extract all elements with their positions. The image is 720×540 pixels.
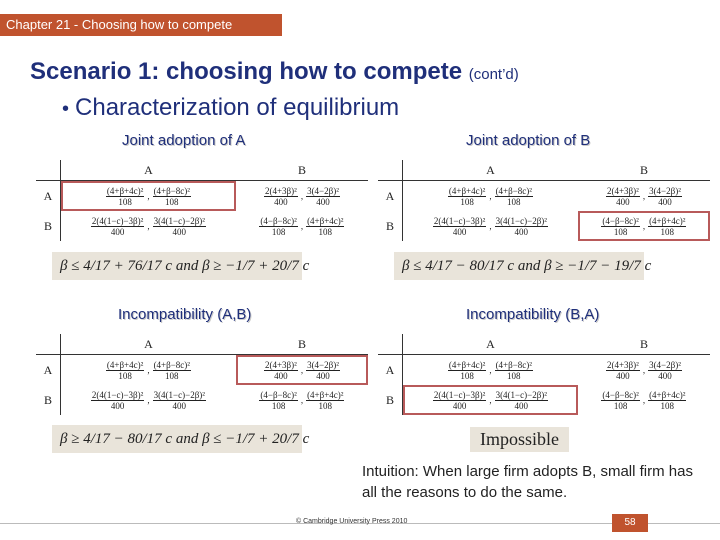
col-header: B: [578, 160, 710, 181]
payoff-cell-bb: $\frac{\text{(4−β−8c)²}}{108}$ , $\frac{\text{(4+β+4c)²}}{108}$: [580, 213, 708, 239]
row-header: A: [378, 181, 403, 212]
row-header: A: [36, 181, 61, 212]
intuition-text: [362, 461, 702, 503]
col-header: A: [61, 160, 236, 181]
payoff-cell-ab: $\frac{\text{2(4+3β)²}}{400}$ , $\frac{\text{3(4−2β)²}}{400}$: [264, 185, 339, 207]
row-header: A: [36, 355, 61, 386]
subtitle-text: Characterization of equilibrium: [75, 94, 400, 121]
payoff-cell-ab: $\frac{\text{2(4+3β)²}}{400}$ , $\frac{\text{3(4−2β)²}}{400}$: [606, 359, 681, 381]
panel-label-joint-b: Joint adoption of B: [466, 132, 591, 149]
payoff-cell-ab: $\frac{\text{2(4+3β)²}}{400}$ , $\frac{\text{3(4−2β)²}}{400}$: [238, 357, 366, 383]
payoff-cell-aa: $\frac{\text{(4+β+4c)²}}{108}$ , $\frac{\text{(4+β−8c)²}}{108}$: [448, 185, 532, 207]
slide-title-main: Scenario 1: choosing how to compete: [30, 58, 463, 85]
payoff-matrix-incompat-ab: [36, 334, 368, 415]
row-header: B: [378, 211, 403, 241]
copyright: © Cambridge University Press 2010: [296, 518, 408, 525]
payoff-cell-ba: $\frac{\text{2(4(1−c)−3β)²}}{400}$ , $\frac{\text{3(4(1−c)−2β)²}}{400}$: [91, 389, 205, 411]
payoff-cell-ba: $\frac{\text{2(4(1−c)−3β)²}}{400}$ , $\frac{\text{3(4(1−c)−2β)²}}{400}$: [91, 215, 205, 237]
payoff-matrix-incompat-ba: [378, 334, 710, 415]
condition-joint-a: β ≤ 4/17 + 76/17 c and β ≥ −1/7 + 20/7 c: [52, 252, 302, 280]
row-header: A: [378, 355, 403, 386]
panel-label-incompat-ab: Incompatibility (A,B): [118, 306, 252, 323]
payoff-cell-ba: $\frac{\text{2(4(1−c)−3β)²}}{400}$ , $\frac{\text{3(4(1−c)−2β)²}}{400}$: [405, 387, 576, 413]
col-header: B: [236, 334, 368, 355]
payoff-cell-bb: $\frac{\text{(4−β−8c)²}}{108}$ , $\frac{\text{(4+β+4c)²}}{108}$: [260, 215, 344, 237]
panel-label-incompat-ba: Incompatibility (B,A): [466, 306, 600, 323]
slide-title-suffix: (cont’d): [468, 66, 519, 83]
row-header: B: [36, 385, 61, 415]
row-header: B: [36, 211, 61, 241]
page-number: 58: [612, 514, 648, 532]
payoff-cell-aa: $\frac{\text{(4+β+4c)²}}{108}$ , $\frac{\text{(4+β−8c)²}}{108}$: [63, 183, 234, 209]
slide-subtitle: [62, 94, 399, 122]
col-header: B: [236, 160, 368, 181]
payoff-cell-bb: $\frac{\text{(4−β−8c)²}}{108}$ , $\frac{\text{(4+β+4c)²}}{108}$: [260, 389, 344, 411]
bullet-icon: •: [62, 98, 70, 120]
condition-joint-b: β ≤ 4/17 − 80/17 c and β ≥ −1/7 − 19/7 c: [394, 252, 644, 280]
payoff-cell-aa: $\frac{\text{(4+β+4c)²}}{108}$ , $\frac{\text{(4+β−8c)²}}{108}$: [106, 359, 190, 381]
col-header: A: [61, 334, 236, 355]
row-header: B: [378, 385, 403, 415]
payoff-cell-aa: $\frac{\text{(4+β+4c)²}}{108}$ , $\frac{\text{(4+β−8c)²}}{108}$: [448, 359, 532, 381]
slide-title: [30, 58, 519, 86]
payoff-cell-ab: $\frac{\text{2(4+3β)²}}{400}$ , $\frac{\text{3(4−2β)²}}{400}$: [606, 185, 681, 207]
panel-label-joint-a: Joint adoption of A: [122, 132, 246, 149]
intuition-body: : When large firm adopts B, small firm has all the reasons to do the same.: [362, 463, 693, 501]
payoff-cell-bb: $\frac{\text{(4−β−8c)²}}{108}$ , $\frac{\text{(4+β+4c)²}}{108}$: [602, 389, 686, 411]
payoff-cell-ba: $\frac{\text{2(4(1−c)−3β)²}}{400}$ , $\frac{\text{3(4(1−c)−2β)²}}{400}$: [433, 215, 547, 237]
col-header: A: [403, 160, 578, 181]
payoff-matrix-joint-a: [36, 160, 368, 241]
col-header: A: [403, 334, 578, 355]
payoff-matrix-joint-b: [378, 160, 710, 241]
condition-incompat-ab: β ≥ 4/17 − 80/17 c and β ≤ −1/7 + 20/7 c: [52, 425, 302, 453]
condition-incompat-ba: Impossible: [470, 427, 569, 452]
intuition-lead: Intuition: [362, 463, 415, 480]
chapter-header: Chapter 21 - Choosing how to compete: [0, 14, 282, 36]
col-header: B: [578, 334, 710, 355]
